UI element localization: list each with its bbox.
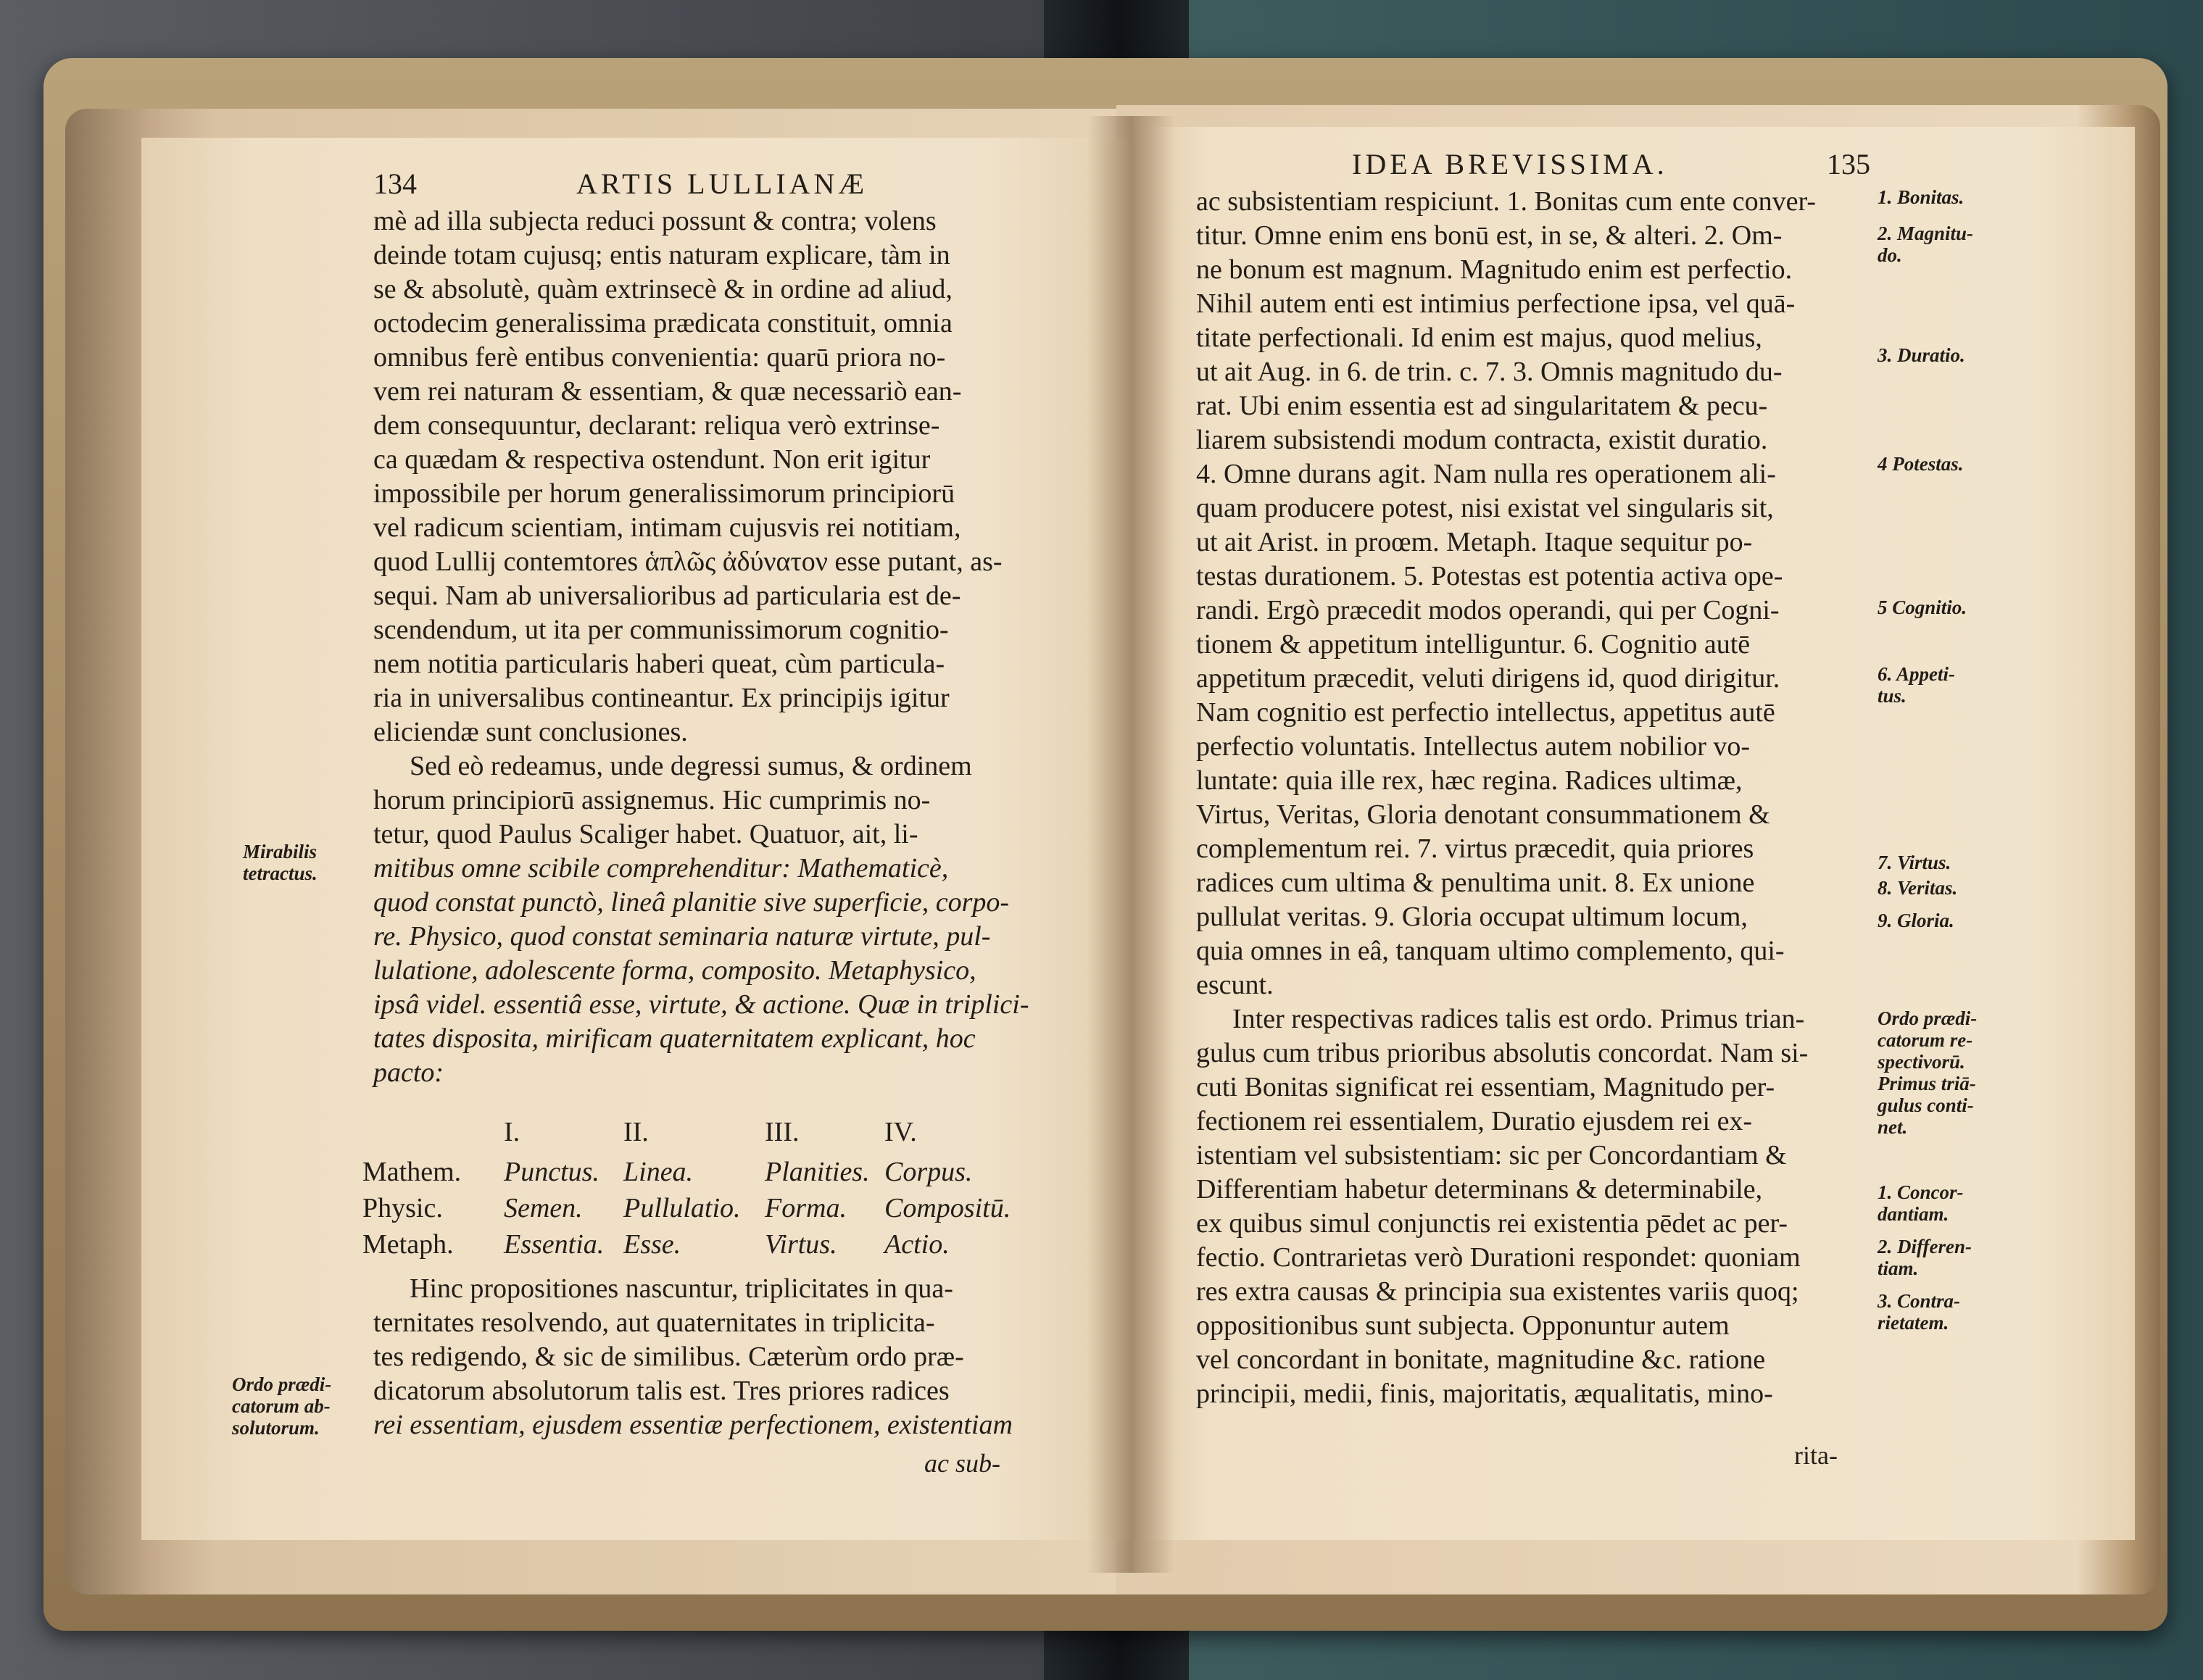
note-line: 2. Magnitu- [1878, 223, 1974, 244]
text-line: omnibus ferè entibus convenientia: quarū priora no- [373, 342, 946, 373]
margin-note [1878, 1007, 1977, 1138]
table-cell: Actio. [884, 1229, 950, 1260]
text-line: ex quibus simul conjunctis rei existentia pēdet ac per- [1196, 1208, 1788, 1239]
text-line: istentiam vel subsistentiam: sic per Concordantiam & [1196, 1140, 1787, 1170]
text-line: impossibile per horum generalissimorum principiorū [373, 478, 955, 509]
note-line: Ordo prædi- [232, 1373, 332, 1395]
text-line: ac subsistentiam respiciunt. 1. Bonitas cum ente conver- [1196, 186, 1817, 217]
text-line: nem notitia particularis haberi queat, cùm particula- [373, 649, 945, 679]
text-line: ternitates resolvendo, aut quaternitates in triplicita- [373, 1307, 935, 1338]
margin-note [1878, 852, 1951, 873]
text-line: sequi. Nam ab universalioribus ad particularia est de- [373, 581, 961, 611]
note-line: tiam. [1878, 1257, 1919, 1279]
running-head-left: ARTIS LULLIANÆ [576, 167, 868, 200]
margin-note [1878, 596, 1967, 618]
catchword-left: ac sub- [924, 1449, 1000, 1478]
margin-note [1878, 1236, 1972, 1279]
text-line: rat. Ubi enim essentia est ad singularitatem & pecu- [1196, 391, 1768, 421]
text-line: dicatorum absolutorum talis est. Tres priores radices [373, 1376, 950, 1406]
note-line: do. [1878, 244, 1902, 266]
table-cell: Pullulatio. [623, 1193, 741, 1223]
table-header: III. [765, 1117, 800, 1147]
text-line: Virtus, Veritas, Gloria denotant consummationem & [1196, 799, 1770, 830]
text-line: vem rei naturam & essentiam, & quæ necessariò ean- [373, 376, 962, 407]
note-line: catorum ab- [232, 1395, 331, 1417]
text-line: ne bonum est magnum. Magnitudo enim est perfectio. [1196, 254, 1793, 285]
note-line: 4 Potestas. [1878, 453, 1964, 475]
book-gutter [1087, 116, 1174, 1573]
text-line: Inter respectivas radices talis est ordo. Primus trian- [1232, 1004, 1805, 1034]
row-label: Metaph. [362, 1229, 454, 1260]
margin-note [232, 1373, 331, 1439]
note-line: spectivorū. [1878, 1051, 1965, 1073]
text-line: Nam cognitio est perfectio intellectus, appetitus autē [1196, 697, 1775, 728]
margin-note [243, 841, 318, 884]
table-cell: Esse. [623, 1229, 681, 1260]
note-line: Ordo prædi- [1878, 1007, 1978, 1029]
text-line: quod constat punctò, lineâ planitie sive superficie, corpo- [373, 887, 1010, 918]
table-header: IV. [884, 1117, 917, 1147]
note-line: solutorum. [232, 1417, 320, 1439]
note-line: 7. Virtus. [1878, 852, 1951, 873]
note-line: dantiam. [1878, 1203, 1949, 1225]
text-line: gulus cum tribus prioribus absolutis concordat. Nam si- [1196, 1038, 1809, 1068]
table-header: I. [504, 1117, 520, 1147]
text-line: ut ait Arist. in proœm. Metaph. Itaque sequitur po- [1196, 527, 1753, 557]
left-body-bottom [373, 1272, 1013, 1442]
note-line: 9. Gloria. [1878, 910, 1954, 931]
text-line: re. Physico, quod constat seminaria naturæ virtute, pul- [373, 921, 991, 952]
text-line: se & absolutè, quàm extrinsecè & in ordine ad aliud, [373, 274, 953, 304]
text-line: perfectio voluntatis. Intellectus autem nobilior vo- [1196, 731, 1751, 762]
table-cell: Linea. [623, 1157, 694, 1187]
page-number-left: 134 [373, 167, 417, 200]
text-line: tionem & appetitum intelliguntur. 6. Cognitio autē [1196, 629, 1751, 660]
quaternity-table [362, 1116, 1011, 1268]
text-line: scendendum, ut ita per communissimorum cognitio- [373, 615, 949, 645]
text-line: quam producere potest, nisi existat vel singularis sit, [1196, 493, 1774, 523]
text-line: 4. Omne durans agit. Nam nulla res operationem ali- [1196, 459, 1776, 489]
text-line: testas durationem. 5. Potestas est potentia activa ope- [1196, 561, 1783, 591]
text-line: fectionem rei essentialem, Duratio ejusdem rei ex- [1196, 1106, 1753, 1136]
text-line: pullulat veritas. 9. Gloria occupat ultimum locum, [1196, 902, 1748, 932]
text-line: randi. Ergò præcedit modos operandi, qui per Cogni- [1196, 595, 1780, 625]
text-line: octodecim generalissima prædicata constituit, omnia [373, 308, 953, 338]
right-body-top [1196, 185, 1816, 1411]
row-label: Mathem. [362, 1157, 462, 1187]
text-line: ria in universalibus contineantur. Ex principijs igitur [373, 683, 950, 713]
text-line: vel radicum scientiam, intimam cujusvis rei notitiam, [373, 512, 961, 543]
table-cell: Corpus. [884, 1157, 973, 1187]
text-line: liarem subsistendi modum contracta, existit duratio. [1196, 425, 1768, 455]
text-line: tates disposita, mirificam quaternitatem explicant, hoc [373, 1023, 976, 1054]
text-line: ipsâ videl. essentiâ esse, virtute, & actione. Quæ in triplici- [373, 989, 1029, 1020]
text-line: pacto: [373, 1057, 444, 1088]
table-cell: Compositū. [884, 1193, 1011, 1223]
table-header: II. [623, 1117, 649, 1147]
text-line: vel concordant in bonitate, magnitudine &c. ratione [1196, 1344, 1766, 1375]
note-line: 1. Bonitas. [1878, 186, 1965, 208]
text-line: lulatione, adolescente forma, composito. Metaphysico, [373, 955, 976, 986]
left-page [141, 138, 1131, 1540]
margin-note [1878, 663, 1955, 707]
text-line: tetur, quod Paulus Scaliger habet. Quatuor, ait, li- [373, 819, 918, 849]
text-line: titur. Omne enim ens bonū est, in se, & alteri. 2. Om- [1196, 220, 1783, 251]
text-line: principii, medii, finis, majoritatis, æqualitatis, mino- [1196, 1378, 1773, 1409]
margin-note [1878, 223, 1973, 266]
right-page [1131, 127, 2135, 1540]
margin-note [1878, 910, 1954, 931]
text-line: quod Lullij contemtores ἁπλῶς ἀδύνατον esse putant, as- [373, 546, 1003, 577]
text-line: deinde totam cujusq; entis naturam explicare, tàm in [373, 240, 950, 270]
text-line: quia omnes in eâ, tanquam ultimo complemento, qui- [1196, 936, 1785, 966]
text-line: eliciendæ sunt conclusiones. [373, 717, 688, 747]
note-line: 6. Appeti- [1878, 663, 1955, 685]
note-line: net. [1878, 1116, 1908, 1138]
left-body-top [373, 204, 1029, 1090]
text-line: luntate: quia ille rex, hæc regina. Radices ultimæ, [1196, 765, 1743, 796]
note-line: 8. Veritas. [1878, 877, 1958, 899]
text-line: complementum rei. 7. virtus præcedit, quia priores [1196, 833, 1754, 864]
text-line: tes redigendo, & sic de similibus. Cæterùm ordo præ- [373, 1342, 964, 1372]
note-line: rietatem. [1878, 1312, 1949, 1334]
text-line: escunt. [1196, 970, 1274, 1000]
text-line: Hinc propositiones nascuntur, triplicitates in qua- [410, 1273, 953, 1304]
text-line: fectio. Contrarietas verò Durationi respondet: quoniam [1196, 1242, 1801, 1273]
text-line: ca quædam & respectiva ostendunt. Non erit igitur [373, 444, 931, 475]
text-line: mitibus omne scibile comprehenditur: Mathematicè, [373, 853, 949, 883]
text-line: horum principiorū assignemus. Hic cumprimis no- [373, 785, 931, 815]
text-line: Sed eò redeamus, unde degressi sumus, & ordinem [410, 751, 972, 781]
margin-note [1878, 453, 1964, 475]
table-cell: Semen. [504, 1193, 583, 1223]
table-cell: Punctus. [504, 1157, 600, 1187]
row-label: Physic. [362, 1193, 443, 1223]
table-cell: Forma. [765, 1193, 847, 1223]
text-line: Nihil autem enti est intimius perfectione ipsa, vel quā- [1196, 288, 1796, 319]
text-line: Differentiam habetur determinans & determinabile, [1196, 1174, 1763, 1205]
table-cell: Planities. [765, 1157, 870, 1187]
text-line: radices cum ultima & penultima unit. 8. Ex unione [1196, 868, 1755, 898]
running-head-right: IDEA BREVISSIMA. [1352, 148, 1668, 180]
text-line: ut ait Aug. in 6. de trin. c. 7. 3. Omnis magnitudo du- [1196, 357, 1783, 387]
note-line: tetractus. [243, 862, 318, 884]
margin-note [1878, 344, 1965, 366]
note-line: Mirabilis [243, 841, 318, 862]
note-line: gulus conti- [1878, 1094, 1974, 1116]
catchword-right: rita- [1794, 1441, 1838, 1470]
table-cell: Virtus. [765, 1229, 837, 1260]
page-number-right: 135 [1827, 148, 1870, 180]
text-line: titate perfectionali. Id enim est majus, quod melius, [1196, 323, 1762, 353]
margin-note [1878, 186, 1964, 208]
note-line: 5 Cognitio. [1878, 596, 1967, 618]
note-line: Primus triā- [1878, 1073, 1976, 1094]
margin-note [1878, 1181, 1964, 1225]
note-line: 2. Differen- [1878, 1236, 1972, 1257]
note-line: catorum re- [1878, 1029, 1973, 1051]
text-line: mè ad illa subjecta reduci possunt & contra; volens [373, 206, 937, 236]
margin-note [1878, 877, 1957, 899]
text-line: rei essentiam, ejusdem essentiæ perfectionem, existentiam [373, 1410, 1013, 1440]
text-line: appetitum præcedit, veluti dirigens id, quod dirigitur. [1196, 663, 1780, 694]
note-line: tus. [1878, 685, 1907, 707]
text-line: dem consequuntur, declarant: reliqua verò extrinse- [373, 410, 940, 441]
text-line: res extra causas & principia sua existentes variis quoq; [1196, 1276, 1799, 1307]
text-line: oppositionibus sunt subjecta. Opponuntur autem [1196, 1310, 1730, 1341]
note-line: 3. Duratio. [1878, 344, 1965, 366]
margin-note [1878, 1290, 1960, 1334]
text-line: cuti Bonitas significat rei essentiam, Magnitudo per- [1196, 1072, 1775, 1102]
note-line: 1. Concor- [1878, 1181, 1964, 1203]
table-cell: Essentia. [504, 1229, 605, 1260]
note-line: 3. Contra- [1878, 1290, 1961, 1312]
